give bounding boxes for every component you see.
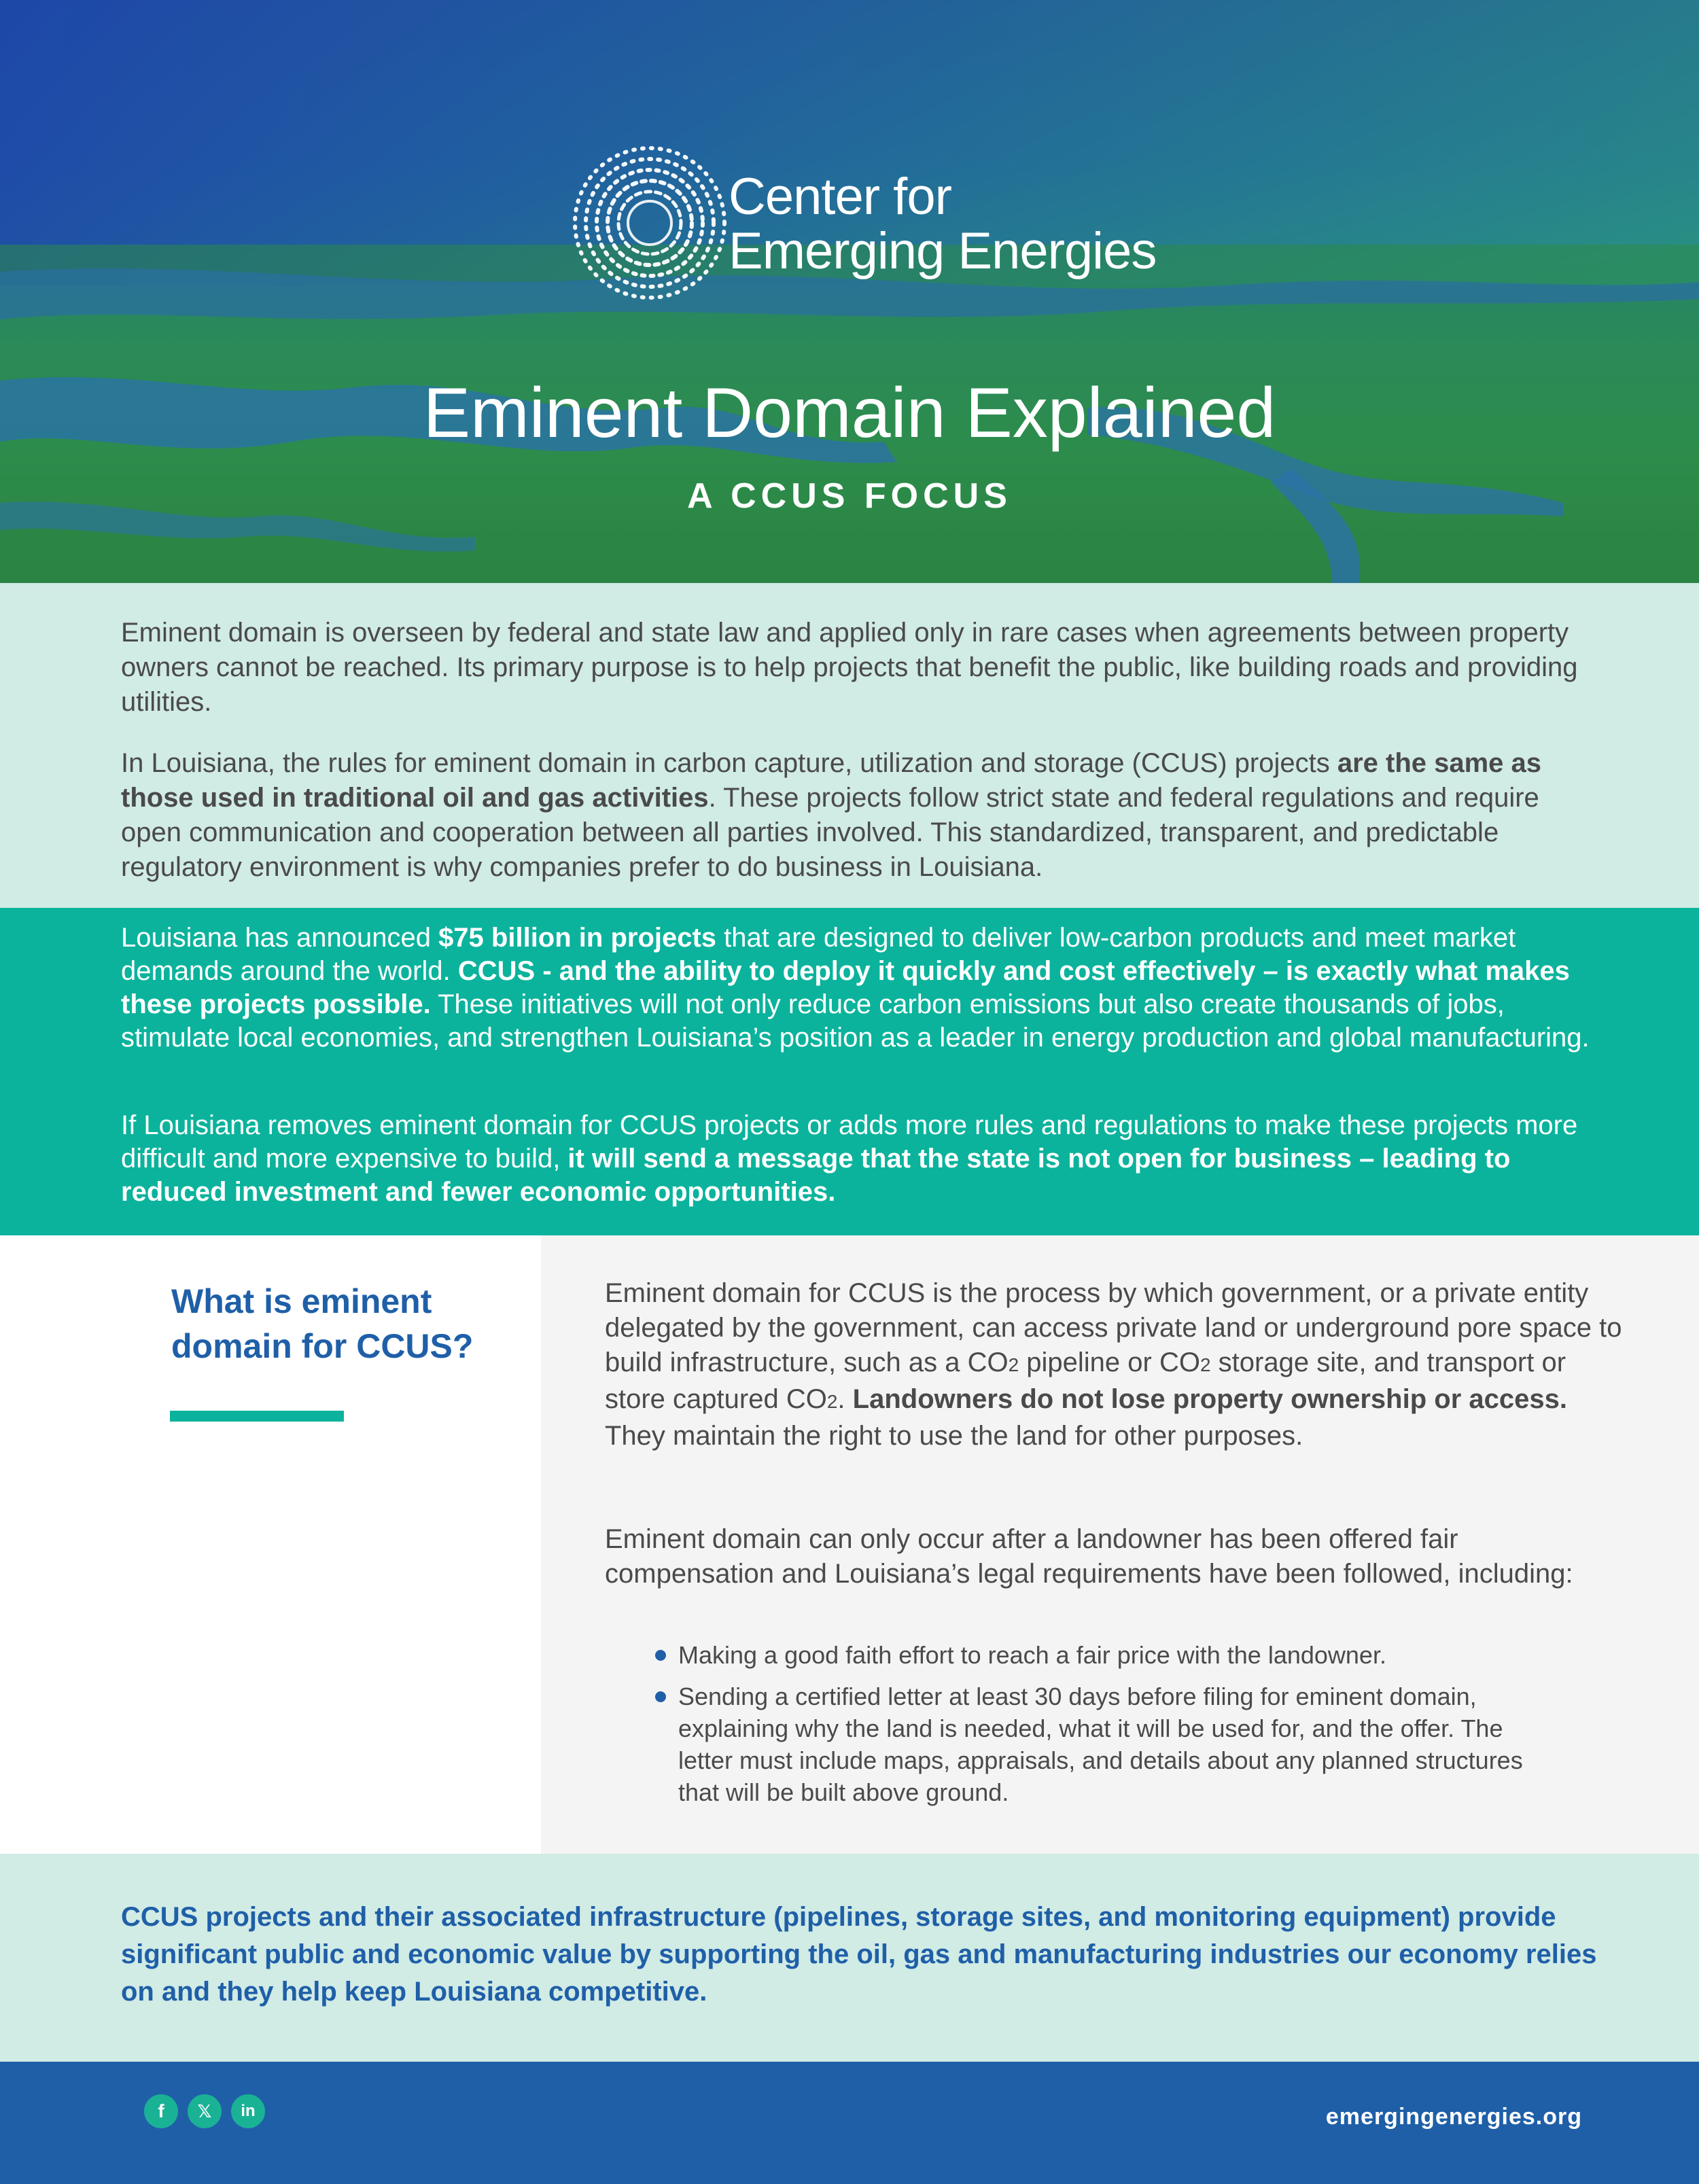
website-link[interactable]: emergingenergies.org: [1325, 2104, 1582, 2130]
economic-impact-section: [0, 908, 1699, 1235]
intro-section: [0, 583, 1699, 908]
concentric-rings-logo-icon: [571, 144, 729, 302]
bullet-icon: [655, 1650, 666, 1661]
facebook-icon[interactable]: f: [144, 2094, 178, 2128]
intro-paragraph-1: Eminent domain is overseen by federal and state law and applied only in rare cases when agreements between property owners cannot be reached. Its primary purpose is to help projects that benefit the public, like building roads and providing utilities.: [121, 618, 1578, 717]
closing-statement: CCUS projects and their associated infrastructure (pipelines, storage sites, and monitoring equipment) provide significant public and economic value by supporting the oil, gas and manufacturing industries our economy relies on and they help keep Louisiana competitive.: [121, 1902, 1597, 2007]
list-item: Sending a certified letter at least 30 days before filing for eminent domain, explaining why the land is needed, what it will be used for, and the offer. The letter must include maps, appraisals, and details about any planned structures that will be built above ground.: [651, 1680, 1528, 1808]
bullet-icon: [655, 1691, 666, 1702]
closing-section: [0, 1854, 1699, 2062]
requirements-paragraph: Eminent domain can only occur after a landowner has been offered fair compensation and Louisiana’s legal requirements have been followed, including:: [605, 1524, 1573, 1589]
warning-paragraph: If Louisiana removes eminent domain for CCUS projects or adds more rules and regulations to make these projects more difficult and more expensive to build, it will send a message that the state is not open for business – leading to reduced investment and fewer economic opportunities.: [121, 1110, 1578, 1207]
logo-line-2: Emerging Energies: [729, 222, 1157, 280]
investment-paragraph: Louisiana has announced $75 billion in projects that are designed to deliver low-carbon products and meet market demands around the world. CCUS - and the ability to deploy it quickly and cost effectively – is exactly what makes these projects possible. These initiatives will not only reduce carbon emissions but also create thousands of jobs, stimulate local economies, and strengthen Louisiana’s position as a leader in energy production and global manufacturing.: [121, 923, 1590, 1053]
intro-paragraph-2: In Louisiana, the rules for eminent domain in carbon capture, utilization and storage (CCUS) projects are the same as those used in traditional oil and gas activities. These projects follow strict state and federal regulations and require open communication and cooperation between all parties involved. This standardized, transparent, and predictable regulatory environment is why companies prefer to do business in Louisiana.: [121, 748, 1542, 882]
footer: [0, 2062, 1699, 2184]
page-title: Eminent Domain Explained: [423, 374, 1276, 453]
x-icon[interactable]: 𝕏: [188, 2094, 222, 2128]
page-subtitle: A CCUS FOCUS: [687, 476, 1012, 516]
definition-paragraph: Eminent domain for CCUS is the process by which government, or a private entity delegated by the government, can access private land or underground pore space to build infrastructure, such as a CO2 pipeline or CO2 storage site, and transport or store captured CO2. Landowners do not lose property ownership or access. They maintain the right to use the land for other purposes.: [605, 1278, 1622, 1451]
heading-accent-bar: [170, 1411, 344, 1422]
hero-banner: [0, 0, 1699, 583]
logo-line-1: Center for: [729, 168, 951, 226]
requirements-list: [651, 1639, 1528, 1818]
logo-wordmark: [729, 170, 1156, 279]
list-item: Making a good faith effort to reach a fair price with the landowner.: [651, 1639, 1528, 1671]
linkedin-icon[interactable]: in: [231, 2094, 265, 2128]
what-is-heading: What is eminent domain for CCUS?: [171, 1282, 474, 1365]
brand-logo: [571, 144, 1183, 307]
